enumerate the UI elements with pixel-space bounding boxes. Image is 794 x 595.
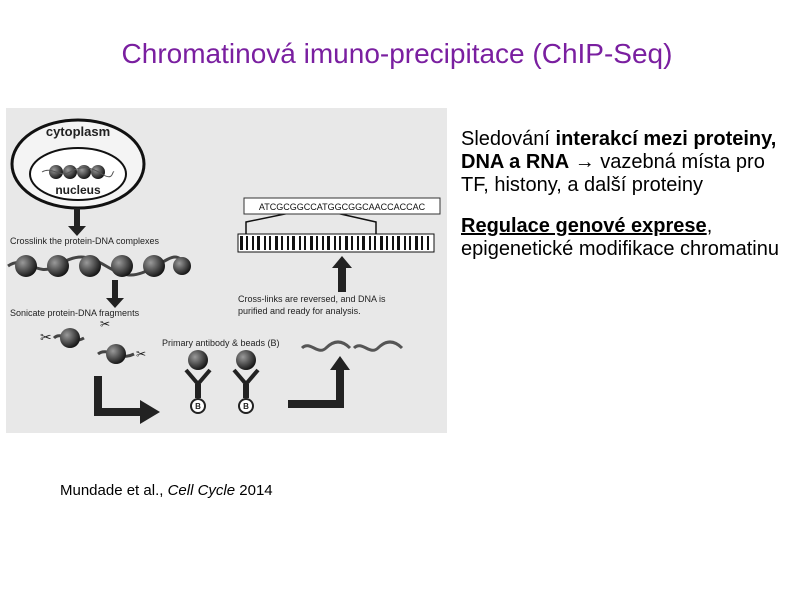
citation-journal: Cell Cycle — [167, 482, 236, 499]
sequence-bar — [404, 236, 406, 250]
sequence-text: ATCGCGGCCATGGCGGCAACCACCAC — [258, 202, 426, 212]
chip-seq-figure — [6, 108, 447, 433]
reverse-step-label-2: purified and ready for analysis. — [238, 306, 361, 316]
sequence-bar — [362, 236, 365, 250]
purified-dna — [302, 342, 402, 350]
cytoplasm-label: cytoplasm — [45, 124, 111, 139]
sequence-bar — [316, 236, 318, 250]
svg-text:B: B — [243, 402, 249, 411]
arrow-down-2 — [106, 280, 124, 308]
sonicated-fragments — [40, 317, 146, 364]
bullet-1-emphasis: interakcí mezi proteiny, DNA a RNA — [461, 128, 777, 173]
sonicate-step-label: Sonicate protein-DNA fragments — [10, 308, 140, 318]
sequence-bar — [397, 236, 400, 250]
bullet-2: Regulace genové exprese, epigenetické modifikace chromatinu — [461, 215, 779, 260]
sequence-bar — [322, 236, 324, 250]
sequence-bar — [299, 236, 301, 250]
sequence-bar — [327, 236, 330, 250]
sequence-bar — [281, 236, 283, 250]
sequence-bar — [252, 236, 254, 250]
nucleus-label: nucleus — [55, 183, 101, 197]
sequence-bar — [421, 236, 423, 250]
sequence-bar — [304, 236, 306, 250]
sequence-bar — [369, 236, 371, 250]
sequence-bar — [240, 236, 243, 250]
sequence-bar — [287, 236, 289, 250]
sequence-bar — [257, 236, 260, 250]
sequence-bar — [339, 236, 341, 250]
sequence-bar — [351, 236, 353, 250]
sequence-bar — [246, 236, 248, 250]
crosslink-step-label: Crosslink the protein-DNA complexes — [10, 236, 160, 246]
antibody-complex-2 — [234, 350, 258, 413]
sequence-bar — [275, 236, 278, 250]
sequence-bar — [427, 236, 429, 250]
sequence-bar — [357, 236, 359, 250]
sequence-bar — [345, 236, 348, 250]
sequence-bar — [380, 236, 383, 250]
svg-text:✂: ✂ — [136, 347, 147, 361]
arrow-up-sequencing — [332, 256, 352, 292]
sequencing-read — [238, 208, 434, 252]
sequence-bar — [392, 236, 394, 250]
bullet-2-emphasis: Regulace genové exprese — [461, 215, 707, 237]
sequence-bar — [374, 236, 376, 250]
reverse-step-label-1: Cross-links are reversed, and DNA is — [238, 294, 386, 304]
sequence-bar — [386, 236, 388, 250]
implies-arrow: → — [569, 151, 601, 173]
sequence-bar — [415, 236, 418, 250]
antibody-step-label: Primary antibody & beads (B) — [162, 338, 280, 348]
svg-text:✂: ✂ — [100, 317, 111, 331]
svg-text:✂: ✂ — [40, 330, 52, 346]
bullet-1: Sledování interakcí mezi proteiny, DNA a RNA → vazebná místa pro TF, histony, a další proteiny — [461, 128, 777, 196]
sequence-bar — [310, 236, 313, 250]
sequence-bar — [409, 236, 411, 250]
arrow-down-1 — [68, 208, 86, 236]
crosslinked-chromatin — [8, 255, 191, 277]
svg-text:B: B — [195, 402, 201, 411]
slide-title: Chromatinová imuno-precipitace (ChIP-Seq) — [121, 38, 673, 69]
sequence-bar — [264, 236, 266, 250]
sequence-bar — [292, 236, 295, 250]
arrow-right-antibody — [94, 376, 160, 424]
sequence-bar — [334, 236, 336, 250]
citation: Mundade et al., Cell Cycle 2014 — [60, 482, 273, 499]
arrow-up-purified — [288, 356, 350, 408]
antibody-complex-1 — [186, 350, 210, 413]
bullet-list — [461, 128, 791, 279]
sequence-bar — [269, 236, 271, 250]
